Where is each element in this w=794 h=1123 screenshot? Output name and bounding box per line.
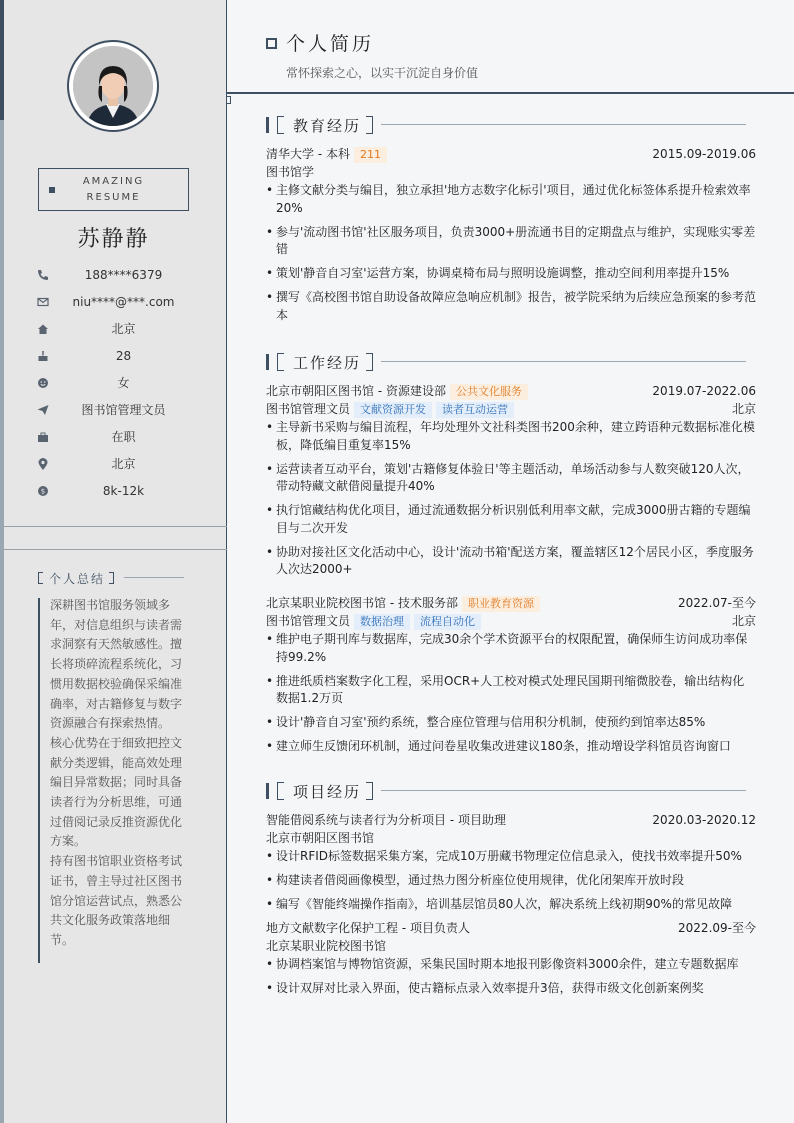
money-icon — [36, 484, 50, 498]
project-name: 地方文献数字化保护工程 - 项目负责人 — [266, 921, 470, 935]
list-item: • 构建读者借阅画像模型，通过热力图分析座位使用规律，优化闭架库开放时段 — [266, 872, 756, 890]
job-date: 2019.07-2022.06 — [652, 384, 756, 398]
info-email — [36, 292, 191, 312]
home-icon — [36, 322, 50, 336]
title-square-icon — [266, 38, 277, 49]
summary-paragraph: 持有图书馆职业资格考试证书，曾主导过社区图书馆分馆运营试点，熟悉公共文化服务政策落地细节。 — [50, 854, 183, 947]
info-salary — [36, 481, 191, 501]
job-header — [266, 595, 756, 612]
info-position-value: 图书馆管理文员 — [81, 403, 166, 417]
info-phone-value: 188****6379 — [84, 268, 163, 282]
section-header-projects — [266, 782, 756, 800]
avatar — [67, 40, 159, 132]
list-item: • 建立师生反馈闭环机制，通过问卷星收集改进建议180条，推动增设学科馆员咨询窗口 — [266, 738, 756, 756]
list-item: • 策划'静音自习室'运营方案，协调桌椅布局与照明设施调整，推动空间利用率提升15% — [266, 265, 756, 283]
info-email-value: niu****@***.com — [72, 295, 175, 309]
job-role-row — [266, 401, 756, 418]
job-org-tag: 公共文化服务 — [450, 384, 528, 400]
section-bar — [266, 117, 269, 133]
badge-line2: RESUME — [86, 192, 141, 203]
candidate-name: 苏静静 — [77, 227, 150, 252]
info-salary-value: 8k-12k — [102, 484, 145, 498]
section-title: 工作经历 — [293, 354, 362, 372]
job-role: 图书馆管理文员 — [266, 402, 351, 416]
list-item: • 撰写《高校图书馆自助设备故障应急响应机制》报告，被学院采纳为后续应急预案的参考范本 — [266, 289, 756, 324]
job-org: 北京市朝阳区图书馆 - 资源建设部 — [266, 384, 446, 398]
project-name: 智能借阅系统与读者行为分析项目 - 项目助理 — [266, 813, 506, 827]
job-city: 北京 — [731, 402, 756, 416]
section-bar — [266, 783, 269, 799]
info-age-value: 28 — [115, 349, 132, 363]
bracket-left-icon — [277, 116, 284, 134]
sidebar-divider — [4, 549, 227, 550]
info-position — [36, 400, 191, 420]
list-item: • 协助对接社区文化活动中心，设计'流动书箱'配送方案，覆盖辖区12个居民小区，季度服务人次达2000+ — [266, 544, 756, 579]
bracket-right-icon — [109, 572, 114, 584]
school-name: 清华大学 - 本科 — [266, 147, 350, 161]
sidebar-edge-accent — [0, 0, 4, 120]
project-header — [266, 920, 756, 936]
phone-icon — [36, 268, 50, 282]
job-skill-tag: 文献资源开发 — [354, 402, 432, 418]
list-item: • 参与'流动图书馆'社区服务项目，负责3000+册流通书目的定期盘点与维护，实现账实零差错 — [266, 224, 756, 259]
bracket-right-icon — [366, 353, 373, 371]
summary-accent-bar — [38, 598, 40, 963]
bracket-left-icon — [277, 782, 284, 800]
summary-title — [38, 570, 114, 587]
section-rule — [381, 124, 746, 125]
section-title: 教育经历 — [293, 117, 362, 135]
summary-title-text: 个人总结 — [49, 572, 106, 586]
list-item: • 执行馆藏结构优化项目，通过流通数据分析识别低利用率文献，完成3000册古籍的专题编目与二次开发 — [266, 502, 756, 537]
job-org: 北京某职业院校图书馆 - 技术服务部 — [266, 596, 458, 610]
header-tick — [227, 96, 231, 104]
location-icon — [36, 457, 50, 471]
list-item: • 主修文献分类与编目，独立承担'地方志数字化标引'项目，通过优化标签体系提升检索效率20% — [266, 182, 756, 217]
svg-text:$: $ — [40, 487, 46, 496]
list-item: • 编写《智能终端操作指南》，培训基层馆员80人次，解决系统上线初期90%的常见故障 — [266, 896, 756, 914]
list-item: • 运营读者互动平台，策划'古籍修复体验日'等主题活动，单场活动参与人数突破120人次，带动特藏文献借阅量提升40% — [266, 461, 756, 496]
job-header — [266, 383, 756, 400]
info-location — [36, 454, 191, 474]
info-location-value: 北京 — [111, 457, 136, 471]
summary-title-rule — [124, 577, 184, 578]
education-header — [266, 146, 756, 163]
project-header — [266, 812, 756, 828]
sidebar-edge — [0, 0, 4, 1123]
info-phone — [36, 265, 191, 285]
section-bar — [266, 354, 269, 370]
section-rule — [381, 790, 746, 791]
project-date: 2020.03-2020.12 — [652, 813, 756, 827]
briefcase-icon — [36, 430, 50, 444]
smile-icon — [36, 376, 50, 390]
bracket-left-icon — [277, 353, 284, 371]
job-role: 图书馆管理文员 — [266, 614, 351, 628]
section-header-work — [266, 353, 756, 371]
summary-paragraph: 核心优势在于细致把控文献分类逻辑，能高效处理编目异常数据；同时具备读者行为分析思维，可通过借阅记录反推资源优化方案。 — [50, 735, 183, 849]
job-org-tag: 职业教育资源 — [462, 596, 540, 612]
summary-paragraph: 深耕图书馆服务领域多年，对信息组织与读者需求洞察有天然敏感性。擅长将琐碎流程系统化，习惯用数据校验确保采编准确率，对古籍修复与数字资源融合有探索热情。 — [50, 598, 183, 731]
cake-icon — [36, 349, 50, 363]
sidebar — [0, 0, 227, 1123]
job-role-row — [266, 613, 756, 630]
bracket-right-icon — [366, 782, 373, 800]
school-tag: 211 — [354, 147, 387, 163]
list-item: • 维护电子期刊库与数据库，完成30余个学术资源平台的权限配置，确保师生访问成功率保持99.2% — [266, 631, 756, 666]
job-bullets — [266, 419, 756, 585]
sidebar-divider — [4, 526, 227, 527]
info-age — [36, 346, 191, 366]
list-item: • 协调档案馆与博物馆资源，采集民国时期本地报刊影像资料3000余件，建立专题数据库 — [266, 956, 756, 974]
info-home — [36, 319, 191, 339]
badge-line1: AMAZING — [82, 176, 145, 187]
mail-icon — [36, 295, 50, 309]
section-rule — [381, 361, 746, 362]
job-skill-tag: 流程自动化 — [414, 614, 481, 630]
list-item: • 设计RFID标签数据采集方案，完成10万册藏书物理定位信息录入，使找书效率提升50% — [266, 848, 756, 866]
badge-square-icon — [49, 187, 55, 193]
education-bullets — [266, 182, 756, 331]
list-item: • 推进纸质档案数字化工程，采用OCR+人工校对模式处理民国期刊缩微胶卷，输出结构化数据1.2万页 — [266, 673, 756, 708]
project-date: 2022.09-至今 — [678, 921, 756, 935]
project-org: 北京某职业院校图书馆 — [266, 939, 387, 953]
job-skill-tag: 读者互动运营 — [436, 402, 514, 418]
send-icon — [36, 403, 50, 417]
job-bullets — [266, 631, 756, 762]
section-title: 项目经历 — [293, 783, 362, 801]
info-status — [36, 427, 191, 447]
info-gender — [36, 373, 191, 393]
page-title: 个人简历 — [286, 33, 375, 55]
resume-badge — [38, 168, 189, 211]
info-status-value: 在职 — [111, 430, 136, 444]
header-rule — [227, 92, 794, 94]
education-date: 2015.09-2019.06 — [652, 147, 756, 161]
list-item: • 主导新书采购与编目流程，年均处理外文社科类图书200余种，建立跨语种元数据标准化模板，降低编目重复率15% — [266, 419, 756, 454]
job-skill-tag: 数据治理 — [354, 614, 410, 630]
job-date: 2022.07-至今 — [678, 596, 756, 610]
summary-text — [50, 596, 184, 951]
job-city: 北京 — [731, 614, 756, 628]
info-gender-value: 女 — [117, 376, 130, 390]
project-bullets — [266, 848, 756, 920]
list-item: • 设计'静音自习室'预约系统，整合座位管理与信用积分机制，使预约到馆率达85% — [266, 714, 756, 732]
section-header-education — [266, 116, 756, 134]
project-bullets — [266, 956, 756, 1004]
avatar-photo — [73, 46, 153, 126]
info-home-value: 北京 — [111, 322, 136, 336]
bracket-left-icon — [38, 572, 43, 584]
project-org: 北京市朝阳区图书馆 — [266, 831, 375, 845]
bracket-right-icon — [366, 116, 373, 134]
list-item: • 设计双屏对比录入界面，使古籍标点录入效率提升3倍，获得市级文化创新案例奖 — [266, 980, 756, 998]
education-major: 图书馆学 — [266, 165, 315, 179]
page-subtitle: 常怀探索之心，以实干沉淀自身价值 — [286, 66, 479, 80]
